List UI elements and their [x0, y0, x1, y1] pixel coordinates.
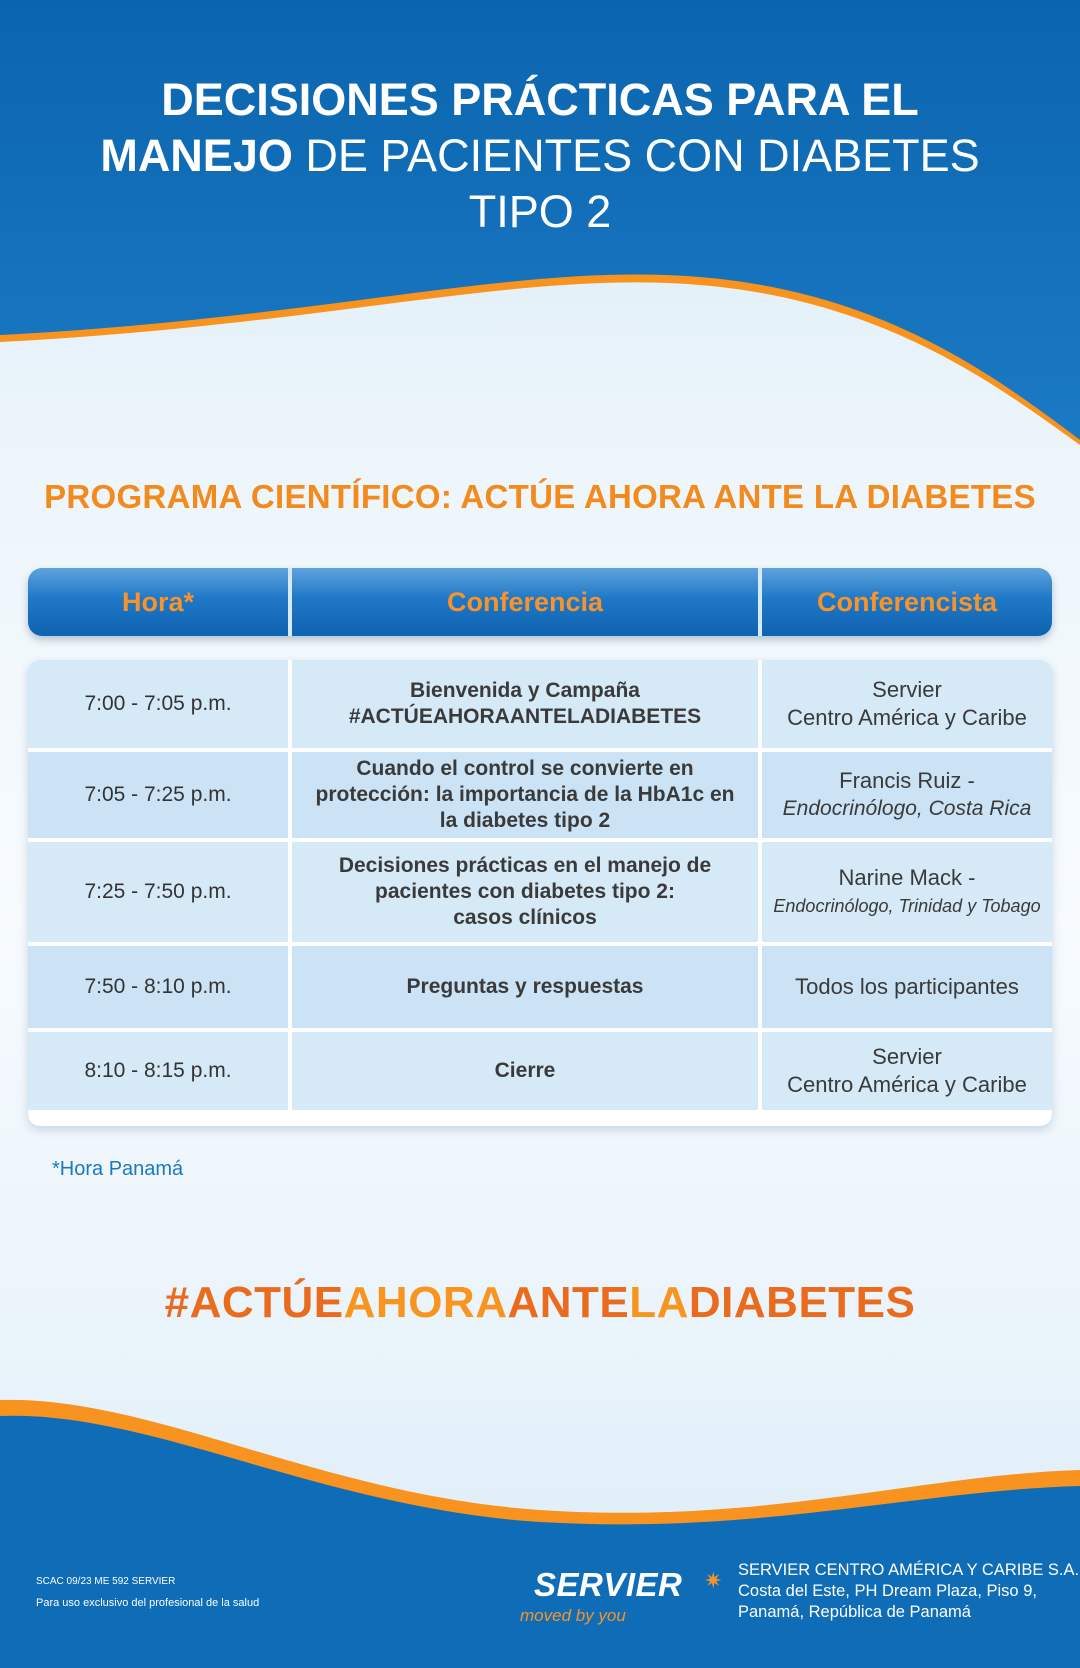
title-line-3: TIPO 2	[468, 186, 612, 237]
speaker-cell	[758, 1032, 1052, 1110]
talk-cell	[288, 660, 758, 748]
table-row	[28, 660, 1052, 748]
speaker-line: Centro América y Caribe	[787, 705, 1027, 730]
company-line: SERVIER CENTRO AMÉRICA Y CARIBE S.A.	[738, 1561, 1080, 1579]
page-title	[40, 72, 1040, 240]
time-cell	[28, 660, 288, 748]
talk-line: #ACTÚEAHORAANTELADIABETES	[348, 705, 702, 728]
company-address	[738, 1560, 1079, 1623]
speaker-cell	[758, 660, 1052, 748]
table-row	[28, 1028, 1052, 1110]
speaker-cell	[758, 752, 1052, 838]
talk-line: pacientes con diabetes tipo 2:	[375, 880, 675, 903]
talk-line: Cierre	[494, 1059, 556, 1082]
footer-wave-background	[0, 1390, 1080, 1668]
talk-line: casos clínicos	[453, 906, 597, 929]
title-line-2-light: DE PACIENTES CON DIABETES	[292, 130, 980, 181]
time-cell	[28, 1032, 288, 1110]
hashtag-part: LA	[629, 1278, 689, 1327]
time-text: 8:10 - 8:15 p.m.	[84, 1059, 232, 1082]
speaker-line: Narine Mack -	[838, 865, 976, 890]
time-text: 7:00 - 7:05 p.m.	[84, 692, 232, 715]
talk-line: Bienvenida y Campaña	[410, 679, 640, 702]
logo-tagline: moved by you	[520, 1606, 626, 1625]
talk-line: Cuando el control se convierte en	[356, 757, 694, 780]
speaker-line: Centro América y Caribe	[787, 1072, 1027, 1097]
hashtag-part: ANTE	[507, 1278, 630, 1327]
time-text: 7:25 - 7:50 p.m.	[84, 880, 232, 903]
sun-icon: ✷	[704, 1568, 723, 1593]
hashtag-part: #ACTÚE	[164, 1278, 344, 1327]
reference-code: SCAC 09/23 ME 592 SERVIER	[36, 1576, 176, 1587]
company-line: Panamá, República de Panamá	[738, 1603, 971, 1621]
servier-logo	[520, 1566, 730, 1626]
talk-line: la diabetes tipo 2	[439, 809, 611, 832]
talk-cell	[288, 1032, 758, 1110]
speaker-role: Endocrinólogo, Costa Rica	[782, 797, 1032, 820]
time-text: 7:50 - 8:10 p.m.	[84, 975, 232, 998]
speaker-line: Francis Ruiz -	[839, 768, 975, 793]
talk-cell	[288, 752, 758, 838]
hashtag-part: DIABETES	[688, 1278, 916, 1327]
talk-line: Preguntas y respuestas	[406, 975, 644, 998]
speaker-line: Servier	[872, 677, 942, 702]
time-text: 7:05 - 7:25 p.m.	[84, 783, 232, 806]
table-row	[28, 748, 1052, 838]
speaker-cell	[758, 842, 1052, 942]
speaker-line: Servier	[872, 1044, 942, 1069]
header-hora: Hora*	[121, 586, 195, 617]
disclaimer-text: Para uso exclusivo del profesional de la salud	[36, 1597, 260, 1609]
title-line-1: DECISIONES PRÁCTICAS PARA EL	[161, 74, 919, 125]
talk-line: protección: la importancia de la HbA1c en	[315, 783, 735, 806]
schedule-table	[28, 660, 1052, 1126]
time-cell	[28, 946, 288, 1028]
campaign-hashtag	[0, 1278, 1080, 1328]
schedule-table-header	[28, 568, 1052, 636]
header-conferencia: Conferencia	[288, 568, 758, 636]
talk-cell	[288, 842, 758, 942]
table-row	[28, 942, 1052, 1028]
header-conferencista: Conferencista	[758, 568, 1052, 636]
table-row	[28, 838, 1052, 942]
talk-line: Decisiones prácticas en el manejo de	[338, 854, 712, 877]
hashtag-part: AHORA	[343, 1278, 508, 1327]
timezone-note: *Hora Panamá	[52, 1158, 184, 1180]
title-line-2-bold: MANEJO	[100, 130, 293, 181]
time-cell	[28, 752, 288, 838]
speaker-role: Endocrinólogo, Trinidad y Tobago	[773, 896, 1041, 916]
program-title: PROGRAMA CIENTÍFICO: ACTÚE AHORA ANTE LA DIABETES	[44, 478, 1036, 515]
talk-cell	[288, 946, 758, 1028]
time-cell	[28, 842, 288, 942]
company-line: Costa del Este, PH Dream Plaza, Piso 9,	[738, 1582, 1037, 1600]
speaker-line: Todos los participantes	[795, 974, 1019, 999]
speaker-cell	[758, 946, 1052, 1028]
logo-wordmark: SERVIER	[534, 1566, 683, 1603]
